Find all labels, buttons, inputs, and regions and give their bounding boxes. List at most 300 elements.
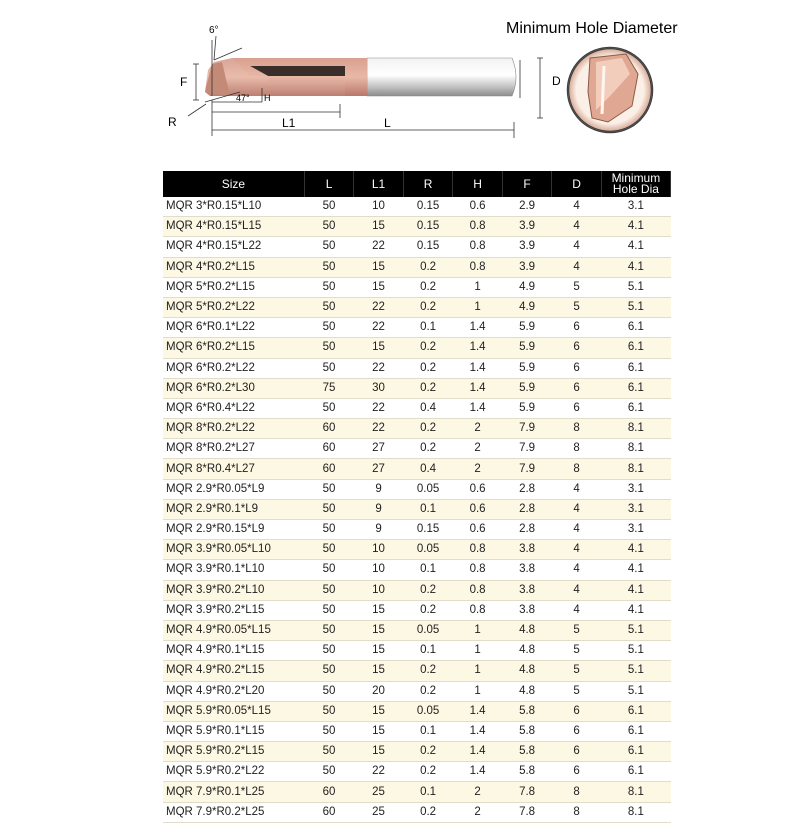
table-row xyxy=(163,479,671,499)
cell-R: 0.15 xyxy=(403,237,453,257)
cell-L: 50 xyxy=(304,257,354,277)
cell-D: 6 xyxy=(552,721,602,741)
cell-R: 0.2 xyxy=(403,580,453,600)
cell-D: 4 xyxy=(552,520,602,540)
cell-size: MQR 6*R0.1*L22 xyxy=(163,318,304,338)
cell-F: 3.9 xyxy=(502,217,552,237)
cell-F: 5.9 xyxy=(502,398,552,418)
cell-L: 75 xyxy=(304,378,354,398)
table-row xyxy=(163,580,671,600)
cell-H: 1.4 xyxy=(453,762,503,782)
cell-min-hole-dia: 4.1 xyxy=(601,237,670,257)
cell-size: MQR 3.9*R0.2*L15 xyxy=(163,600,304,620)
cell-size: MQR 8*R0.4*L27 xyxy=(163,459,304,479)
cell-L1: 25 xyxy=(354,802,404,822)
cell-R: 0.2 xyxy=(403,681,453,701)
table-row xyxy=(163,742,671,762)
cell-L: 50 xyxy=(304,358,354,378)
col-min-hole-line2: Hole Dia xyxy=(612,182,659,196)
cell-size: MQR 5.9*R0.1*L15 xyxy=(163,721,304,741)
cell-L1: 22 xyxy=(354,419,404,439)
col-R: R xyxy=(403,171,453,197)
cell-D: 6 xyxy=(552,318,602,338)
cell-size: MQR 4.9*R0.05*L15 xyxy=(163,620,304,640)
cell-D: 4 xyxy=(552,237,602,257)
label-L1: L1 xyxy=(282,116,296,130)
cell-R: 0.15 xyxy=(403,520,453,540)
cell-R: 0.2 xyxy=(403,439,453,459)
cell-D: 4 xyxy=(552,257,602,277)
cell-L: 50 xyxy=(304,318,354,338)
cell-R: 0.1 xyxy=(403,641,453,661)
cell-H: 0.6 xyxy=(453,499,503,519)
table-row xyxy=(163,459,671,479)
cell-L1: 15 xyxy=(354,277,404,297)
cell-F: 4.8 xyxy=(502,620,552,640)
cell-F: 4.9 xyxy=(502,297,552,317)
cell-D: 4 xyxy=(552,580,602,600)
cell-R: 0.2 xyxy=(403,762,453,782)
cell-min-hole-dia: 3.1 xyxy=(601,479,670,499)
col-H: H xyxy=(453,171,503,197)
cell-L1: 22 xyxy=(354,318,404,338)
cell-D: 6 xyxy=(552,398,602,418)
cell-min-hole-dia: 6.1 xyxy=(601,701,670,721)
cell-min-hole-dia: 8.1 xyxy=(601,419,670,439)
cell-L: 50 xyxy=(304,237,354,257)
cell-L1: 22 xyxy=(354,237,404,257)
label-angle-bottom: 47° xyxy=(236,93,250,103)
cell-L1: 20 xyxy=(354,681,404,701)
cell-L1: 15 xyxy=(354,641,404,661)
cell-L: 50 xyxy=(304,580,354,600)
table-row xyxy=(163,701,671,721)
table-row xyxy=(163,277,671,297)
cell-F: 5.9 xyxy=(502,358,552,378)
cell-F: 3.9 xyxy=(502,237,552,257)
cell-H: 1 xyxy=(453,620,503,640)
cell-size: MQR 5.9*R0.05*L15 xyxy=(163,701,304,721)
cell-L1: 15 xyxy=(354,701,404,721)
cell-R: 0.1 xyxy=(403,560,453,580)
label-angle-top: 6° xyxy=(209,25,219,36)
table-row xyxy=(163,802,671,822)
cell-L: 50 xyxy=(304,721,354,741)
cell-min-hole-dia: 4.1 xyxy=(601,580,670,600)
cell-L1: 30 xyxy=(354,378,404,398)
cell-size: MQR 4.9*R0.1*L15 xyxy=(163,641,304,661)
cell-min-hole-dia: 4.1 xyxy=(601,540,670,560)
table-row xyxy=(163,499,671,519)
cell-L: 50 xyxy=(304,479,354,499)
cell-min-hole-dia: 5.1 xyxy=(601,681,670,701)
cell-D: 5 xyxy=(552,641,602,661)
cell-D: 6 xyxy=(552,378,602,398)
cell-D: 8 xyxy=(552,802,602,822)
cell-D: 6 xyxy=(552,762,602,782)
table-row xyxy=(163,398,671,418)
cell-D: 5 xyxy=(552,661,602,681)
cell-min-hole-dia: 4.1 xyxy=(601,217,670,237)
cell-L1: 9 xyxy=(354,520,404,540)
cell-H: 1.4 xyxy=(453,398,503,418)
cell-size: MQR 4.9*R0.2*L20 xyxy=(163,681,304,701)
cell-R: 0.1 xyxy=(403,721,453,741)
cell-F: 5.8 xyxy=(502,701,552,721)
cell-F: 7.8 xyxy=(502,782,552,802)
cell-H: 1.4 xyxy=(453,378,503,398)
table-row xyxy=(163,520,671,540)
cell-D: 5 xyxy=(552,277,602,297)
cell-H: 0.8 xyxy=(453,560,503,580)
cell-L: 50 xyxy=(304,661,354,681)
cell-H: 2 xyxy=(453,802,503,822)
cell-R: 0.05 xyxy=(403,620,453,640)
cell-F: 5.9 xyxy=(502,338,552,358)
cell-size: MQR 4*R0.15*L15 xyxy=(163,217,304,237)
cell-D: 4 xyxy=(552,600,602,620)
cell-H: 1 xyxy=(453,681,503,701)
cell-L1: 10 xyxy=(354,580,404,600)
cell-L: 50 xyxy=(304,338,354,358)
table-row xyxy=(163,318,671,338)
cell-F: 4.9 xyxy=(502,277,552,297)
cell-L: 50 xyxy=(304,762,354,782)
cell-size: MQR 2.9*R0.05*L9 xyxy=(163,479,304,499)
cell-min-hole-dia: 6.1 xyxy=(601,318,670,338)
cell-H: 1 xyxy=(453,297,503,317)
table-row xyxy=(163,257,671,277)
col-size: Size xyxy=(163,171,304,197)
cell-L1: 22 xyxy=(354,762,404,782)
cell-F: 2.8 xyxy=(502,499,552,519)
col-L1: L1 xyxy=(354,171,404,197)
cell-L: 50 xyxy=(304,499,354,519)
cell-D: 8 xyxy=(552,419,602,439)
cell-min-hole-dia: 5.1 xyxy=(601,297,670,317)
cell-L: 50 xyxy=(304,681,354,701)
cell-size: MQR 8*R0.2*L22 xyxy=(163,419,304,439)
cell-min-hole-dia: 6.1 xyxy=(601,358,670,378)
cell-min-hole-dia: 5.1 xyxy=(601,661,670,681)
col-min-hole-line1: Minimum xyxy=(611,171,661,185)
cell-F: 5.9 xyxy=(502,318,552,338)
cell-L: 50 xyxy=(304,217,354,237)
cell-size: MQR 4*R0.15*L22 xyxy=(163,237,304,257)
cell-size: MQR 2.9*R0.15*L9 xyxy=(163,520,304,540)
cell-F: 2.8 xyxy=(502,520,552,540)
cell-min-hole-dia: 8.1 xyxy=(601,782,670,802)
cell-D: 4 xyxy=(552,479,602,499)
cell-F: 7.9 xyxy=(502,459,552,479)
cell-L: 50 xyxy=(304,701,354,721)
table-row xyxy=(163,297,671,317)
cell-R: 0.1 xyxy=(403,782,453,802)
cell-F: 4.8 xyxy=(502,641,552,661)
cell-F: 5.8 xyxy=(502,721,552,741)
cell-min-hole-dia: 6.1 xyxy=(601,398,670,418)
cell-min-hole-dia: 8.1 xyxy=(601,802,670,822)
label-D: D xyxy=(552,74,561,88)
tool-diagram xyxy=(0,0,800,170)
cell-min-hole-dia: 6.1 xyxy=(601,338,670,358)
cell-H: 1.4 xyxy=(453,338,503,358)
cell-size: MQR 8*R0.2*L27 xyxy=(163,439,304,459)
cell-L: 50 xyxy=(304,641,354,661)
cell-D: 6 xyxy=(552,338,602,358)
cell-L: 50 xyxy=(304,742,354,762)
cell-size: MQR 5*R0.2*L22 xyxy=(163,297,304,317)
cell-L1: 22 xyxy=(354,297,404,317)
spec-table xyxy=(163,171,671,823)
cell-F: 3.8 xyxy=(502,580,552,600)
cell-F: 3.9 xyxy=(502,257,552,277)
cell-F: 4.8 xyxy=(502,661,552,681)
cell-D: 6 xyxy=(552,358,602,378)
cell-H: 1.4 xyxy=(453,742,503,762)
cell-L1: 25 xyxy=(354,782,404,802)
cell-L1: 10 xyxy=(354,560,404,580)
cell-L1: 15 xyxy=(354,217,404,237)
cell-H: 0.8 xyxy=(453,600,503,620)
cell-L: 50 xyxy=(304,398,354,418)
cell-min-hole-dia: 4.1 xyxy=(601,257,670,277)
cell-L1: 10 xyxy=(354,540,404,560)
cell-R: 0.4 xyxy=(403,459,453,479)
cell-H: 0.6 xyxy=(453,197,503,217)
cell-min-hole-dia: 3.1 xyxy=(601,197,670,217)
cell-L: 50 xyxy=(304,297,354,317)
cell-D: 6 xyxy=(552,742,602,762)
cell-H: 2 xyxy=(453,439,503,459)
cell-min-hole-dia: 5.1 xyxy=(601,641,670,661)
cell-R: 0.2 xyxy=(403,297,453,317)
table-row xyxy=(163,338,671,358)
cell-F: 7.8 xyxy=(502,802,552,822)
cell-H: 2 xyxy=(453,419,503,439)
cell-L: 50 xyxy=(304,540,354,560)
tool-shank xyxy=(367,58,516,96)
cell-L: 50 xyxy=(304,560,354,580)
cell-H: 1 xyxy=(453,641,503,661)
spec-table-body xyxy=(163,197,671,822)
cell-H: 1 xyxy=(453,277,503,297)
cell-F: 7.9 xyxy=(502,439,552,459)
cell-L1: 10 xyxy=(354,197,404,217)
cell-D: 8 xyxy=(552,439,602,459)
cell-R: 0.1 xyxy=(403,499,453,519)
cell-L1: 9 xyxy=(354,499,404,519)
cell-R: 0.2 xyxy=(403,600,453,620)
cell-R: 0.05 xyxy=(403,540,453,560)
cell-R: 0.05 xyxy=(403,479,453,499)
cell-F: 7.9 xyxy=(502,419,552,439)
cell-H: 2 xyxy=(453,459,503,479)
cell-H: 1.4 xyxy=(453,701,503,721)
cell-R: 0.2 xyxy=(403,802,453,822)
col-L: L xyxy=(304,171,354,197)
cell-min-hole-dia: 3.1 xyxy=(601,520,670,540)
cell-size: MQR 6*R0.2*L30 xyxy=(163,378,304,398)
table-row xyxy=(163,721,671,741)
col-min-hole-dia xyxy=(601,171,670,197)
cell-L1: 15 xyxy=(354,742,404,762)
cell-size: MQR 4*R0.2*L15 xyxy=(163,257,304,277)
cell-R: 0.2 xyxy=(403,742,453,762)
cell-L: 60 xyxy=(304,802,354,822)
cell-size: MQR 5.9*R0.2*L22 xyxy=(163,762,304,782)
cell-H: 1.4 xyxy=(453,318,503,338)
table-row xyxy=(163,681,671,701)
cell-size: MQR 2.9*R0.1*L9 xyxy=(163,499,304,519)
cell-H: 2 xyxy=(453,782,503,802)
cell-H: 0.8 xyxy=(453,580,503,600)
cell-L1: 15 xyxy=(354,620,404,640)
cell-F: 5.9 xyxy=(502,378,552,398)
cell-min-hole-dia: 4.1 xyxy=(601,560,670,580)
cell-min-hole-dia: 4.1 xyxy=(601,600,670,620)
cell-H: 1.4 xyxy=(453,358,503,378)
cell-size: MQR 6*R0.4*L22 xyxy=(163,398,304,418)
cell-size: MQR 6*R0.2*L15 xyxy=(163,338,304,358)
cell-size: MQR 3*R0.15*L10 xyxy=(163,197,304,217)
cell-L: 50 xyxy=(304,520,354,540)
cell-H: 0.8 xyxy=(453,217,503,237)
cell-min-hole-dia: 6.1 xyxy=(601,742,670,762)
cell-F: 5.8 xyxy=(502,742,552,762)
cell-L1: 15 xyxy=(354,338,404,358)
cell-D: 5 xyxy=(552,681,602,701)
table-row xyxy=(163,197,671,217)
cell-L1: 27 xyxy=(354,459,404,479)
spec-table-header xyxy=(163,171,671,197)
cell-H: 0.8 xyxy=(453,237,503,257)
cell-L: 50 xyxy=(304,277,354,297)
cell-R: 0.15 xyxy=(403,217,453,237)
cell-min-hole-dia: 5.1 xyxy=(601,620,670,640)
cell-min-hole-dia: 6.1 xyxy=(601,378,670,398)
label-L: L xyxy=(384,116,391,130)
cell-L1: 9 xyxy=(354,479,404,499)
cell-size: MQR 7.9*R0.1*L25 xyxy=(163,782,304,802)
cell-F: 2.9 xyxy=(502,197,552,217)
cell-L: 60 xyxy=(304,459,354,479)
cell-L1: 22 xyxy=(354,398,404,418)
label-F: F xyxy=(180,75,188,89)
label-H: H xyxy=(264,93,271,103)
cell-min-hole-dia: 8.1 xyxy=(601,459,670,479)
table-row xyxy=(163,600,671,620)
table-row xyxy=(163,762,671,782)
table-row xyxy=(163,237,671,257)
cell-L1: 15 xyxy=(354,600,404,620)
cell-H: 0.6 xyxy=(453,520,503,540)
cell-R: 0.2 xyxy=(403,378,453,398)
cell-R: 0.05 xyxy=(403,701,453,721)
cell-L: 50 xyxy=(304,197,354,217)
cell-D: 4 xyxy=(552,197,602,217)
cell-size: MQR 7.9*R0.2*L25 xyxy=(163,802,304,822)
cell-D: 8 xyxy=(552,782,602,802)
cell-min-hole-dia: 3.1 xyxy=(601,499,670,519)
cell-R: 0.2 xyxy=(403,257,453,277)
hole-insert-highlight xyxy=(602,66,604,114)
cell-R: 0.2 xyxy=(403,358,453,378)
cell-L1: 27 xyxy=(354,439,404,459)
table-row xyxy=(163,419,671,439)
cell-L1: 15 xyxy=(354,257,404,277)
cell-size: MQR 5.9*R0.2*L15 xyxy=(163,742,304,762)
cell-H: 1.4 xyxy=(453,721,503,741)
cell-min-hole-dia: 6.1 xyxy=(601,762,670,782)
cell-L: 50 xyxy=(304,600,354,620)
cell-R: 0.2 xyxy=(403,419,453,439)
cell-H: 0.6 xyxy=(453,479,503,499)
cell-R: 0.1 xyxy=(403,318,453,338)
table-row xyxy=(163,560,671,580)
cell-size: MQR 5*R0.2*L15 xyxy=(163,277,304,297)
cell-L: 60 xyxy=(304,419,354,439)
cell-R: 0.15 xyxy=(403,197,453,217)
cell-F: 2.8 xyxy=(502,479,552,499)
cell-min-hole-dia: 5.1 xyxy=(601,277,670,297)
diagram-title: Minimum Hole Diameter xyxy=(506,20,678,37)
cell-H: 0.8 xyxy=(453,257,503,277)
cell-L: 60 xyxy=(304,782,354,802)
table-row xyxy=(163,439,671,459)
cell-R: 0.2 xyxy=(403,338,453,358)
table-row xyxy=(163,641,671,661)
cell-D: 4 xyxy=(552,217,602,237)
cell-D: 4 xyxy=(552,499,602,519)
cell-H: 1 xyxy=(453,661,503,681)
cell-size: MQR 3.9*R0.05*L10 xyxy=(163,540,304,560)
cell-size: MQR 4.9*R0.2*L15 xyxy=(163,661,304,681)
cell-H: 0.8 xyxy=(453,540,503,560)
table-row xyxy=(163,661,671,681)
table-row xyxy=(163,217,671,237)
cell-F: 3.8 xyxy=(502,560,552,580)
cell-F: 4.8 xyxy=(502,681,552,701)
cell-D: 5 xyxy=(552,620,602,640)
table-row xyxy=(163,540,671,560)
cell-D: 5 xyxy=(552,297,602,317)
table-row xyxy=(163,782,671,802)
cell-R: 0.4 xyxy=(403,398,453,418)
table-row xyxy=(163,358,671,378)
cell-F: 3.8 xyxy=(502,540,552,560)
cell-L: 60 xyxy=(304,439,354,459)
cell-size: MQR 6*R0.2*L22 xyxy=(163,358,304,378)
cell-size: MQR 3.9*R0.1*L10 xyxy=(163,560,304,580)
cell-L1: 15 xyxy=(354,721,404,741)
cell-L1: 22 xyxy=(354,358,404,378)
cell-min-hole-dia: 8.1 xyxy=(601,439,670,459)
cell-D: 4 xyxy=(552,560,602,580)
table-row xyxy=(163,620,671,640)
cell-F: 3.8 xyxy=(502,600,552,620)
label-R: R xyxy=(168,115,177,129)
cell-D: 8 xyxy=(552,459,602,479)
cell-D: 6 xyxy=(552,701,602,721)
cell-size: MQR 3.9*R0.2*L10 xyxy=(163,580,304,600)
cell-L: 50 xyxy=(304,620,354,640)
cell-D: 4 xyxy=(552,540,602,560)
col-D: D xyxy=(552,171,602,197)
cell-F: 5.8 xyxy=(502,762,552,782)
cell-min-hole-dia: 6.1 xyxy=(601,721,670,741)
cell-R: 0.2 xyxy=(403,277,453,297)
